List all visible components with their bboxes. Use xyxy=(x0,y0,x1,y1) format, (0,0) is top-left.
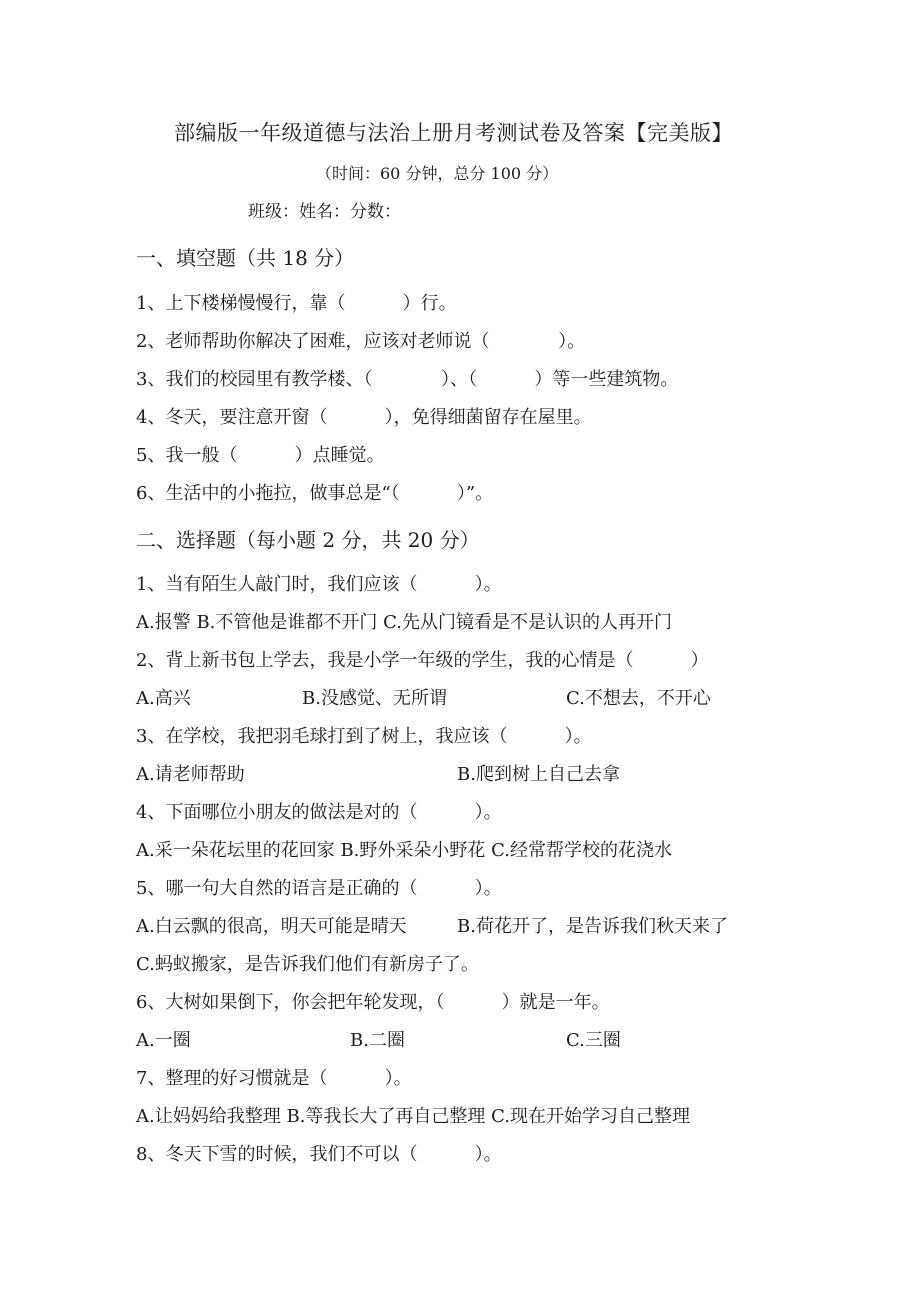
choice-question-6-option-a: A.一圈 xyxy=(136,1030,191,1051)
fill-question-3: 3、我们的校园里有教学楼、（ ）、（ ）等一些建筑物。 xyxy=(136,369,679,390)
choice-question-6-option-c: C.三圈 xyxy=(566,1030,621,1051)
choice-question-2-option-a: A.高兴 xyxy=(136,688,191,709)
fill-question-2: 2、老师帮助你解决了困难，应该对老师说（ ）。 xyxy=(136,331,586,352)
fill-question-4: 4、冬天，要注意开窗（ ），免得细菌留存在屋里。 xyxy=(136,407,592,428)
section-heading-multiple-choice: 二、选择题（每小题 2 分，共 20 分） xyxy=(136,528,480,552)
choice-question-1-options: A.报警 B.不管他是谁都不开门 C.先从门镜看是不是认识的人再开门 xyxy=(136,612,672,633)
choice-question-5-option-b: B.荷花开了，是告诉我们秋天来了 xyxy=(457,916,728,937)
choice-question-8: 8、冬天下雪的时候，我们不可以（ ）。 xyxy=(136,1144,502,1165)
choice-question-6: 6、大树如果倒下，你会把年轮发现，（ ）就是一年。 xyxy=(136,992,610,1013)
fill-question-1: 1、上下楼梯慢慢行，靠（ ）行。 xyxy=(136,293,457,314)
fill-question-5: 5、我一般（ ）点睡觉。 xyxy=(136,445,385,466)
choice-question-3: 3、在学校，我把羽毛球打到了树上，我应该（ ）。 xyxy=(136,726,592,747)
section-heading-fill-blank: 一、填空题（共 18 分） xyxy=(136,246,355,270)
choice-question-7: 7、整理的好习惯就是（ ）。 xyxy=(136,1068,412,1089)
choice-question-3-option-a: A.请老师帮助 xyxy=(136,764,245,785)
page-title: 部编版一年级道德与法治上册月考测试卷及答案【完美版】 xyxy=(174,121,733,145)
choice-question-4: 4、下面哪位小朋友的做法是对的（ ）。 xyxy=(136,802,502,823)
choice-question-2-option-b: B.没感觉、无所谓 xyxy=(302,688,447,709)
choice-question-3-option-b: B.爬到树上自己去拿 xyxy=(457,764,620,785)
choice-question-1: 1、当有陌生人敲门时，我们应该（ ）。 xyxy=(136,574,502,595)
choice-question-4-options: A.采一朵花坛里的花回家 B.野外采朵小野花 C.经常帮学校的花浇水 xyxy=(136,840,672,861)
exam-time-info: （时间：60 分钟，总分 100 分） xyxy=(316,164,559,183)
fill-question-6: 6、生活中的小拖拉，做事总是“（ ）”。 xyxy=(136,483,494,504)
choice-question-2: 2、背上新书包上学去，我是小学一年级的学生，我的心情是（ ） xyxy=(136,650,709,671)
choice-question-2-option-c: C.不想去，不开心 xyxy=(566,688,711,709)
choice-question-5: 5、哪一句大自然的语言是正确的（ ）。 xyxy=(136,878,502,899)
choice-question-7-options: A.让妈妈给我整理 B.等我长大了再自己整理 C.现在开始学习自己整理 xyxy=(136,1106,690,1127)
choice-question-6-option-b: B.二圈 xyxy=(350,1030,405,1051)
choice-question-5-option-a: A.白云飘的很高，明天可能是晴天 xyxy=(136,916,407,937)
student-info-line: 班级：姓名：分数： xyxy=(248,202,401,222)
choice-question-5-option-c: C.蚂蚁搬家，是告诉我们他们有新房子了。 xyxy=(136,954,479,975)
